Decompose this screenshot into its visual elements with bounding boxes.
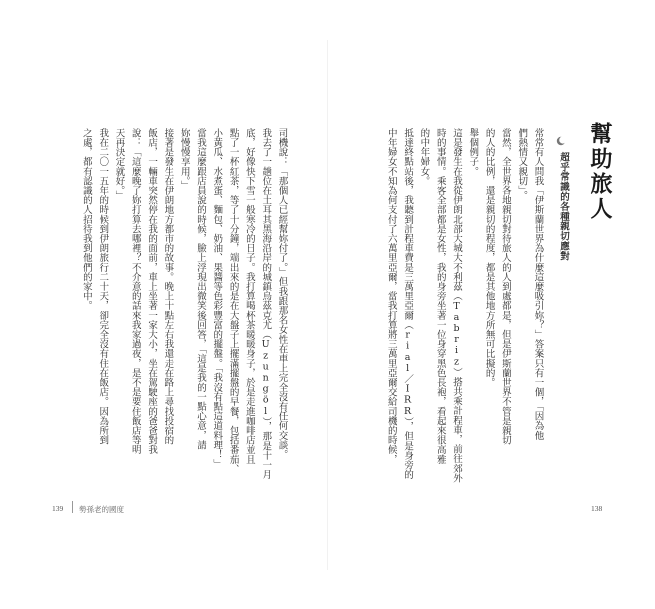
right-page-text-column: 這是發生在我從伊朗北部大城大不利茲（Tabriz）搭共乘計程車，前往郊外 <box>451 128 462 483</box>
left-page-text-column: 飯店，一輛車突然停在我的面前，車上坐著一家大小，坐在駕駛座的爸爸對我 <box>146 128 158 455</box>
left-page-text-column: 我去了一趟位在土耳其黑海沿岸的城鎮烏茲克尤（Uzungöl），那是十一月 <box>260 128 272 480</box>
right-page-text-column: 抵達終點站後，我聽到計程車費是三萬里亞爾（rial／IRR），但是身旁的 <box>402 128 414 480</box>
left-footer-rule <box>72 501 73 513</box>
right-folio: 138 <box>591 504 603 513</box>
left-page <box>0 0 327 609</box>
right-page <box>328 0 655 609</box>
right-page-text-column: 們熱情又親切」。 <box>516 128 528 201</box>
chapter-title: 幫助旅人 <box>587 122 612 222</box>
left-page-text-column: 當我這麼跟店員說的時候，臉上浮現出微笑後回答，「這是我的一點心意，請 <box>195 128 206 450</box>
crescent-icon <box>556 136 566 146</box>
left-page-text-column: 說：「這麼晚了妳打算去哪裡？不介意的話來我家過夜，是不是要住飯店等明 <box>129 128 141 455</box>
left-page-text-column: 小黃瓜、水煮蛋、麵包、奶油、果醬等色彩豐富的擺盤。「我沒有點這道料理！」 <box>211 128 223 469</box>
right-page-text-column: 的中年婦女。 <box>418 128 430 186</box>
left-page-text-column: 點了一杯紅茶，等了十分鐘，端出來的是在大盤子上擺滿擺盤的早餐，包括番茄、 <box>227 128 239 474</box>
left-page-text-column: 司機說：「那個人已經幫妳付了。」但我跟那名女性在車上完全沒有任何交談。 <box>276 128 288 460</box>
left-page-text-column: 妳慢慢享用。」 <box>178 128 190 191</box>
chapter-subtitle: 超乎常識的各種親切應對 <box>558 152 569 261</box>
right-page-text-column: 當然，全世界各地親切對待旅人的人到處都是，但是伊斯蘭世界不管是親切 <box>499 128 511 445</box>
right-page-text-column: 時的事情。乘客全部都是女性，我的身旁坐著一位身穿黑色長袍，看起來很高雅 <box>434 128 446 464</box>
right-page-text-column: 舉個例子。 <box>467 128 479 176</box>
left-running-head: 勢孫老的國度 <box>79 505 124 514</box>
left-folio: 139 <box>52 504 64 513</box>
left-page-text-column: 底，好像快下雪一般寒冷的日子。我打算喝杯茶暖暖身子，於是走進咖啡店並且 <box>243 128 255 464</box>
left-page-text-column: 我在二〇一五年的時候到伊朗旅行二十天，卻完全沒有住在飯店。因為所到 <box>97 128 109 445</box>
left-page-text-column: 之處，都有認識的人招待我到他們的家中。 <box>80 128 92 311</box>
left-page-text-column: 接著是發生在伊朗地方都市的故事。晚上十點左右我還走在路上尋找投宿的 <box>162 128 174 445</box>
right-page-text-column: 的人的比例，還是親切的程度，都是其他地方所無可比擬的。 <box>483 128 495 388</box>
right-page-text-column: 常常有人問我「伊斯蘭世界為什麼這麼吸引妳？」答案只有一個，「因為他 <box>532 128 544 441</box>
right-page-text-column: 中年婦女不知為何支付了六萬里亞爾，當我打算將三萬里亞爾交給司機的時候， <box>385 128 397 464</box>
left-page-text-column: 天再決定就好。」 <box>113 128 125 201</box>
